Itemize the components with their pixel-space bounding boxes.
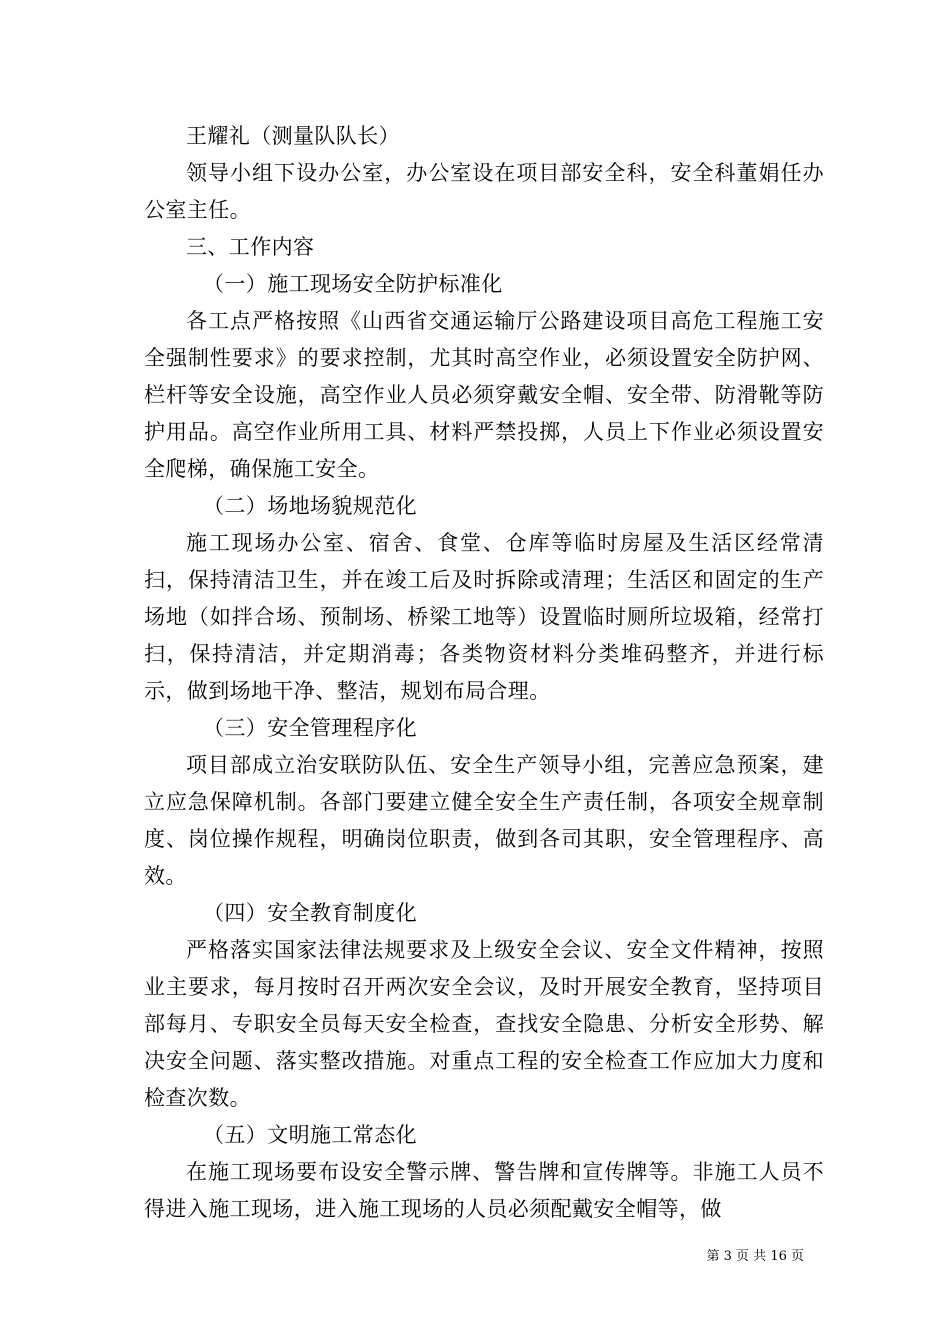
subheading-4: （四）安全教育制度化 <box>203 901 417 925</box>
paragraph-member-name: 王耀礼（测量队队长） <box>186 124 400 148</box>
subheading-1: （一）施工现场安全防护标准化 <box>203 272 503 296</box>
paragraph-1: 各工点严格按照《山西省交通运输厅公路建设项目高危工程施工安全强制性要求》的要求控制，尤其时高空作业，必须设置安全防护网、栏杆等安全设施，高空作业人员必须穿戴安全帽、安全带、防滑靴等防护用品。高空作业所用工具、材料严禁投掷，人员上下作业必须设置安全爬梯，确保施工安全。 <box>144 309 824 481</box>
paragraph-2: 施工现场办公室、宿舍、食堂、仓库等临时房屋及生活区经常清扫，保持清洁卫生，并在竣工后及时拆除或清理；生活区和固定的生产场地（如拌合场、预制场、桥梁工地等）设置临时厕所垃圾箱，经常打扫，保持清洁，并定期消毒；各类物资材料分类堆码整齐，并进行标示，做到场地干净、整洁，规划布局合理。 <box>144 531 824 703</box>
subheading-2: （二）场地场貌规范化 <box>203 494 417 518</box>
paragraph-3: 项目部成立治安联防队伍、安全生产领导小组，完善应急预案，建立应急保障机制。各部门要建立健全安全生产责任制，各项安全规章制度、岗位操作规程，明确岗位职责，做到各司其职，安全管理程序、高效。 <box>144 753 824 888</box>
subheading-5: （五）文明施工常态化 <box>203 1123 417 1147</box>
paragraph-4: 严格落实国家法律法规要求及上级安全会议、安全文件精神，按照业主要求，每月按时召开两次安全会议，及时开展安全教育，坚持项目部每月、专职安全员每天安全检查，查找安全隐患、分析安全形势、解决安全问题、落实整改措施。对重点工程的安全检查工作应加大力度和检查次数。 <box>144 938 824 1110</box>
section-heading-work-content: 三、工作内容 <box>186 235 315 259</box>
subheading-3: （三）安全管理程序化 <box>203 716 417 740</box>
document-body <box>144 118 824 1228</box>
page-number-footer: 第 3 页 共 16 页 <box>706 1249 804 1264</box>
paragraph-5: 在施工现场要布设安全警示牌、警告牌和宣传牌等。非施工人员不得进入施工现场，进入施工现场的人员必须配戴安全帽等，做 <box>144 1160 824 1221</box>
paragraph-office: 领导小组下设办公室，办公室设在项目部安全科，安全科董娟任办公室主任。 <box>144 161 824 222</box>
